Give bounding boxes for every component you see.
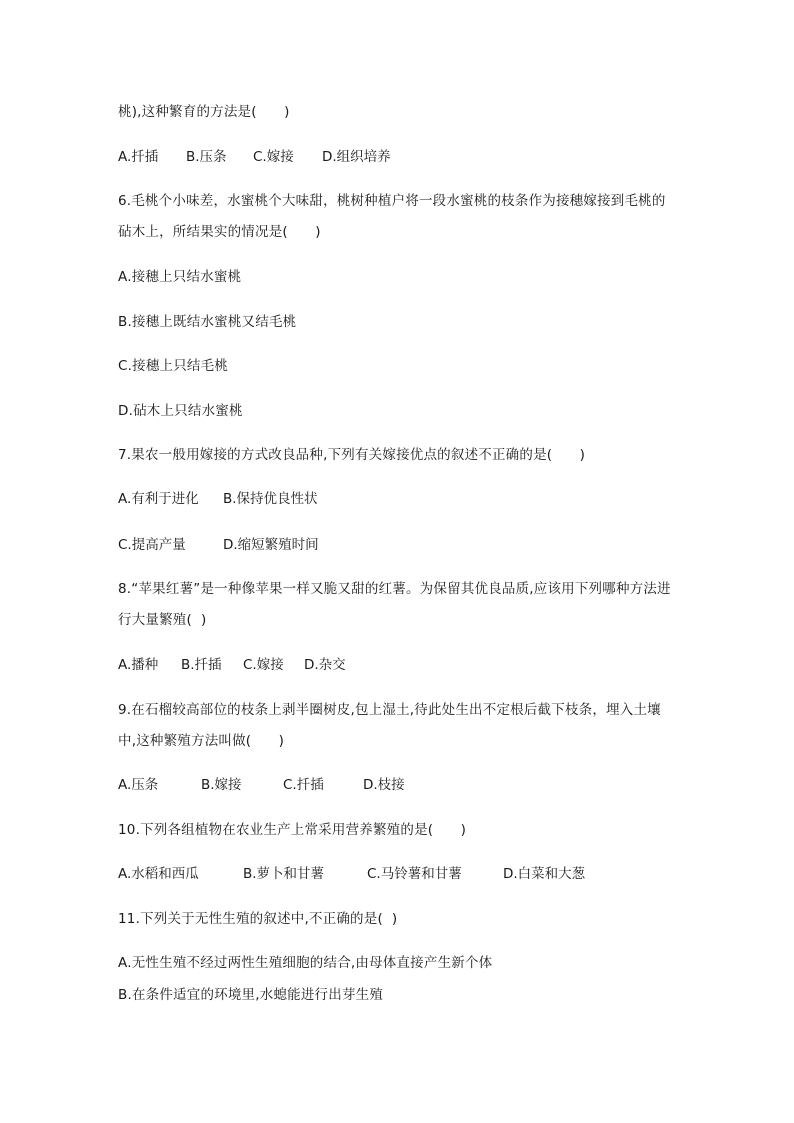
q8-options — [118, 656, 346, 674]
q7-options-row2 — [118, 536, 319, 554]
q9-option-a: A.压条 — [118, 777, 159, 793]
q5-option-d: D.组织培养 — [322, 149, 391, 165]
q7-option-c: C.提高产量 — [118, 537, 186, 553]
q11-option-b: B.在条件适宜的环境里,水螅能进行出芽生殖 — [118, 987, 384, 1003]
q9-options — [118, 776, 405, 794]
q7-option-d: D.缩短繁殖时间 — [223, 537, 319, 553]
q6-stem-line2: 砧木上，所结果实的情况是( ) — [118, 224, 321, 240]
q8-stem-line1: 8.“苹果红薯”是一种像苹果一样又脆又甜的红薯。为保留其优良品质,应该用下列哪种方法进 — [118, 581, 671, 597]
q8-option-a: A.播种 — [118, 657, 159, 673]
q6-option-b: B.接穗上既结水蜜桃又结毛桃 — [118, 314, 297, 330]
q7-stem: 7.果农一般用嫁接的方式改良品种,下列有关嫁接优点的叙述不正确的是( ) — [118, 447, 586, 463]
q11-stem: 11.下列关于无性生殖的叙述中,不正确的是( ) — [118, 911, 398, 927]
q8-option-d: D.杂交 — [304, 657, 346, 673]
q9-stem-line1: 9.在石榴较高部位的枝条上剥半圈树皮,包上湿土,待此处生出不定根后截下枝条，埋入土壤 — [118, 702, 661, 718]
q9-option-d: D.枝接 — [363, 777, 405, 793]
q7-option-a: A.有利于进化 — [118, 491, 199, 507]
q7-options-row1 — [118, 490, 318, 508]
q8-option-b: B.扦插 — [181, 657, 222, 673]
q5-options — [118, 148, 391, 166]
q10-option-a: A.水稻和西瓜 — [118, 866, 199, 882]
q9-option-c: C.扦插 — [283, 777, 324, 793]
q11-option-a: A.无性生殖不经过两性生殖细胞的结合,由母体直接产生新个体 — [118, 955, 493, 971]
q10-option-d: D.白菜和大葱 — [503, 866, 586, 882]
q10-stem: 10.下列各组植物在农业生产上常采用营养繁殖的是( ) — [118, 822, 467, 838]
q10-option-c: C.马铃薯和甘薯 — [367, 866, 462, 882]
q5-option-a: A.扦插 — [118, 149, 159, 165]
q10-option-b: B.萝卜和甘薯 — [243, 866, 325, 882]
q8-stem-line2: 行大量繁殖( ) — [118, 612, 207, 628]
q5-option-b: B.压条 — [186, 149, 227, 165]
q6-option-a: A.接穗上只结水蜜桃 — [118, 269, 242, 285]
q8-option-c: C.嫁接 — [243, 657, 284, 673]
q9-stem-line2: 中,这种繁殖方法叫做( ) — [118, 733, 285, 749]
q10-options — [118, 865, 585, 883]
q9-option-b: B.嫁接 — [201, 777, 242, 793]
q6-stem-line1: 6.毛桃个小味差，水蜜桃个大味甜，桃树种植户将一段水蜜桃的枝条作为接穗嫁接到毛桃的 — [118, 193, 666, 209]
q7-option-b: B.保持优良性状 — [223, 491, 318, 507]
q5-option-c: C.嫁接 — [253, 149, 294, 165]
q5-stem-continuation: 桃),这种繁育的方法是( ) — [118, 104, 290, 120]
q6-option-c: C.接穗上只结毛桃 — [118, 358, 229, 374]
q6-option-d: D.砧木上只结水蜜桃 — [118, 403, 243, 419]
